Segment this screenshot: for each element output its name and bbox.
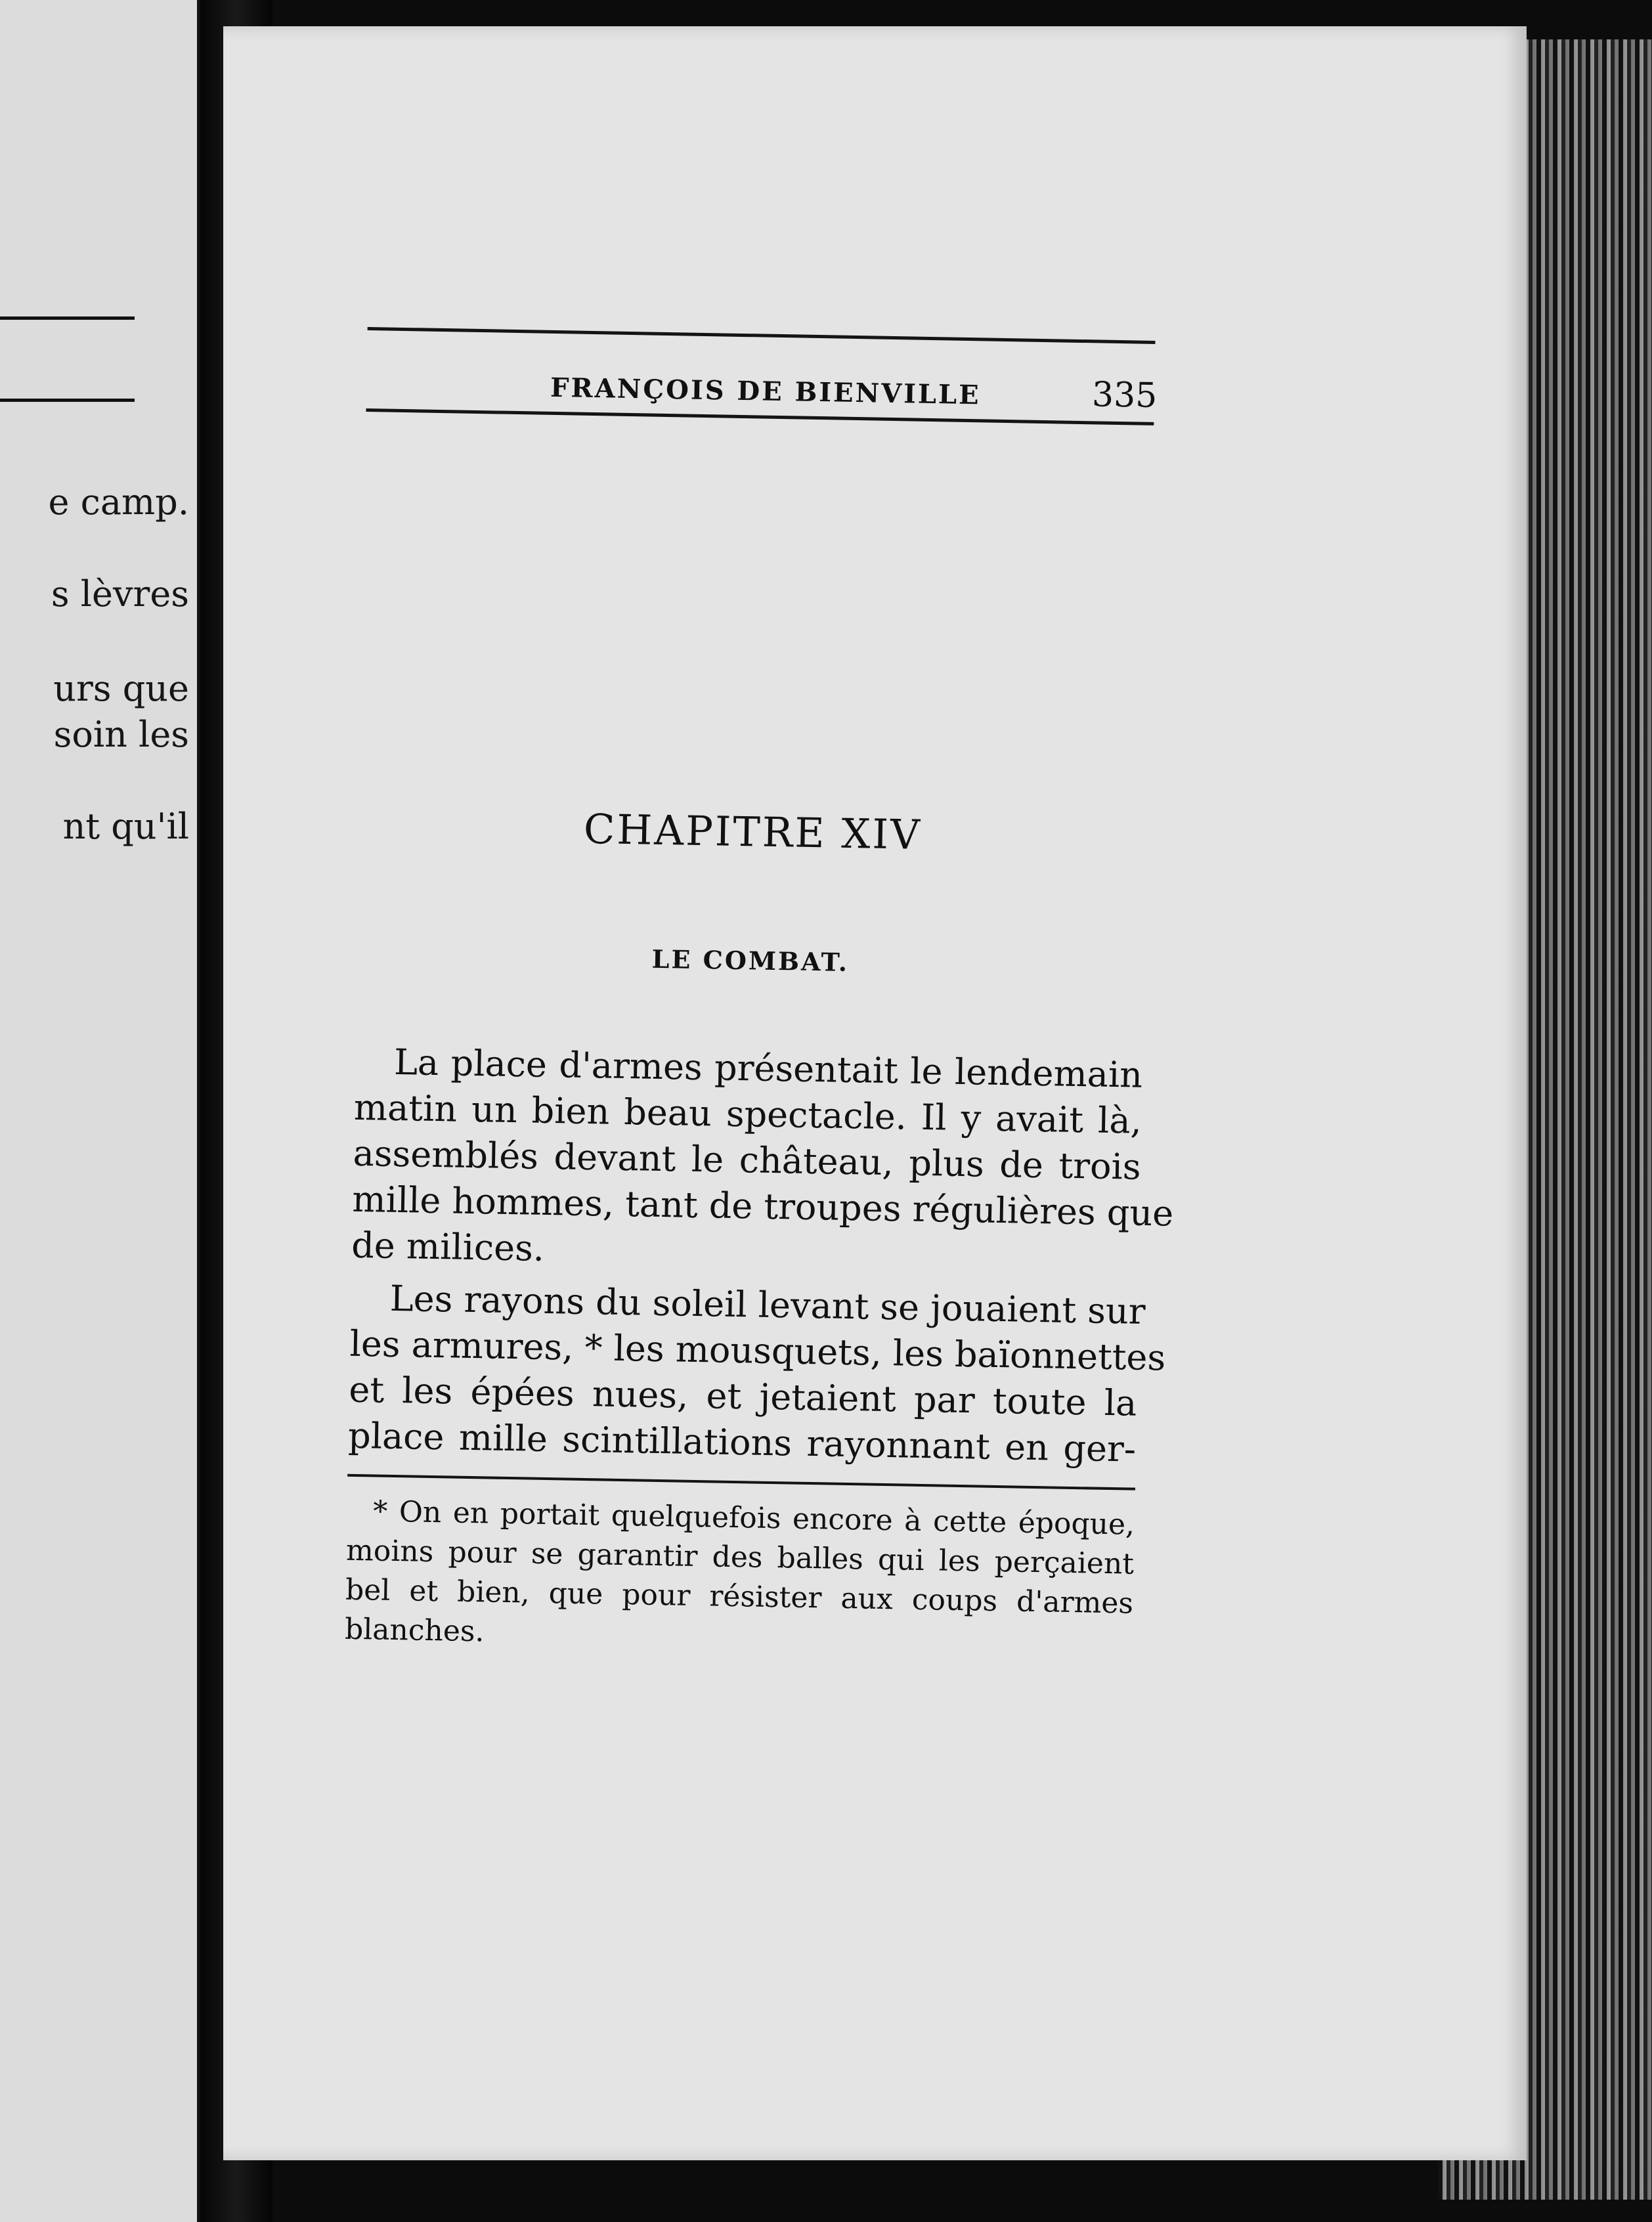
text-line: assemblés devant le château, plus de trois bbox=[353, 1132, 1142, 1188]
text-line: mille hommes, tant de troupes régulières que bbox=[351, 1178, 1174, 1234]
left-page-rule bbox=[0, 316, 135, 320]
footnote-line: * On en portait quelquefois encore à cette époque, bbox=[372, 1494, 1135, 1542]
left-page-text: nt qu'il bbox=[62, 806, 189, 847]
left-page-text: urs que bbox=[53, 668, 189, 709]
left-page-text: soin les bbox=[53, 714, 189, 755]
header-rule-bottom bbox=[366, 408, 1154, 425]
footnote-line: moins pour se garantir des balles qui les perçaient bbox=[345, 1533, 1135, 1581]
text-line: La place d'armes présentait le lendemain bbox=[393, 1041, 1143, 1096]
text-line: et les épées nues, et jetaient par toute la bbox=[348, 1368, 1137, 1424]
footnote-line: blanches. bbox=[344, 1612, 485, 1649]
page-body bbox=[343, 315, 1174, 1708]
chapter-subtitle: LE COMBAT. bbox=[651, 944, 850, 977]
text-line: matin un bien beau spectacle. Il y avait là, bbox=[353, 1086, 1142, 1142]
text-line: Les rayons du soleil levant se jouaient sur bbox=[389, 1277, 1146, 1332]
header-rule-top bbox=[368, 327, 1156, 344]
running-title: FRANÇOIS DE BIENVILLE bbox=[550, 372, 982, 411]
text-line: les armures, * les mousquets, les baïonnettes bbox=[349, 1322, 1166, 1379]
left-page-text: s lèvres bbox=[51, 573, 189, 615]
text-line: place mille scintillations rayonnant en ger- bbox=[347, 1414, 1137, 1470]
page-number: 335 bbox=[1091, 375, 1158, 416]
footnote-rule bbox=[347, 1474, 1135, 1491]
footnote-line: bel et bien, que pour résister aux coups d'armes bbox=[345, 1573, 1134, 1621]
left-page-fragment bbox=[0, 0, 202, 2222]
chapter-title: CHAPITRE XIV bbox=[583, 804, 923, 859]
left-page-text: e camp. bbox=[48, 481, 189, 523]
left-page-rule bbox=[0, 399, 135, 402]
text-line: de milices. bbox=[351, 1224, 545, 1269]
